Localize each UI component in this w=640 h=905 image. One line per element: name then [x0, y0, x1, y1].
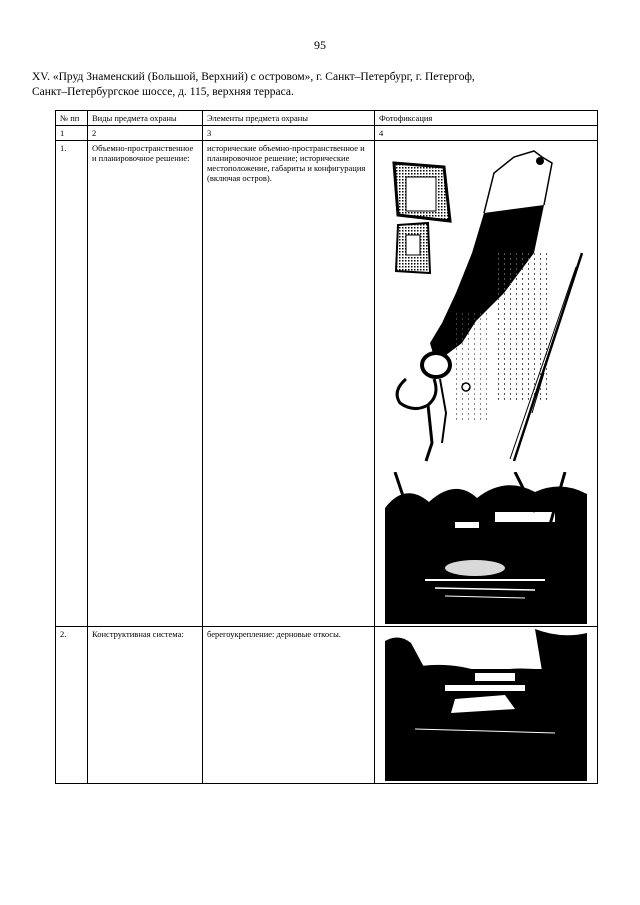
row-number: 2.	[56, 627, 88, 784]
index-cell: 2	[88, 126, 203, 141]
row-elements: исторические объемно-пространственное и планировочное решение; исторические местоположение, габариты и конфигурация (включая остров).	[203, 141, 375, 627]
index-cell: 3	[203, 126, 375, 141]
row-number: 1.	[56, 141, 88, 627]
heading-line-1: XV. «Пруд Знаменский (Большой, Верхний) с островом», г. Санкт–Петербург, г. Петергоф,	[32, 71, 475, 83]
header-kind: Виды предмета охраны	[88, 111, 203, 126]
table-row	[56, 627, 598, 784]
header-photo: Фотофиксация	[375, 111, 598, 126]
pond-photo-2	[385, 629, 587, 781]
index-cell: 4	[375, 126, 598, 141]
pond-plan-image	[384, 143, 588, 468]
page-number: 95	[314, 38, 326, 52]
protection-table	[55, 110, 598, 784]
header-elements: Элементы предмета охраны	[203, 111, 375, 126]
table-index-row	[56, 126, 598, 141]
row-kind: Конструктивная система:	[88, 627, 203, 784]
section-heading	[32, 70, 612, 100]
row-kind: Объемно-пространственное и планировочное решение:	[88, 141, 203, 627]
table-header-row	[56, 111, 598, 126]
index-cell: 1	[56, 126, 88, 141]
table-row	[56, 141, 598, 627]
pond-photo-1	[385, 472, 587, 624]
row-elements: берегоукрепление: дерновые откосы.	[203, 627, 375, 784]
photo-cell	[375, 627, 598, 784]
header-num: № пп	[56, 111, 88, 126]
heading-line-2: Санкт–Петербургское шоссе, д. 115, верхняя терраса.	[32, 86, 294, 98]
photo-cell	[375, 141, 598, 627]
